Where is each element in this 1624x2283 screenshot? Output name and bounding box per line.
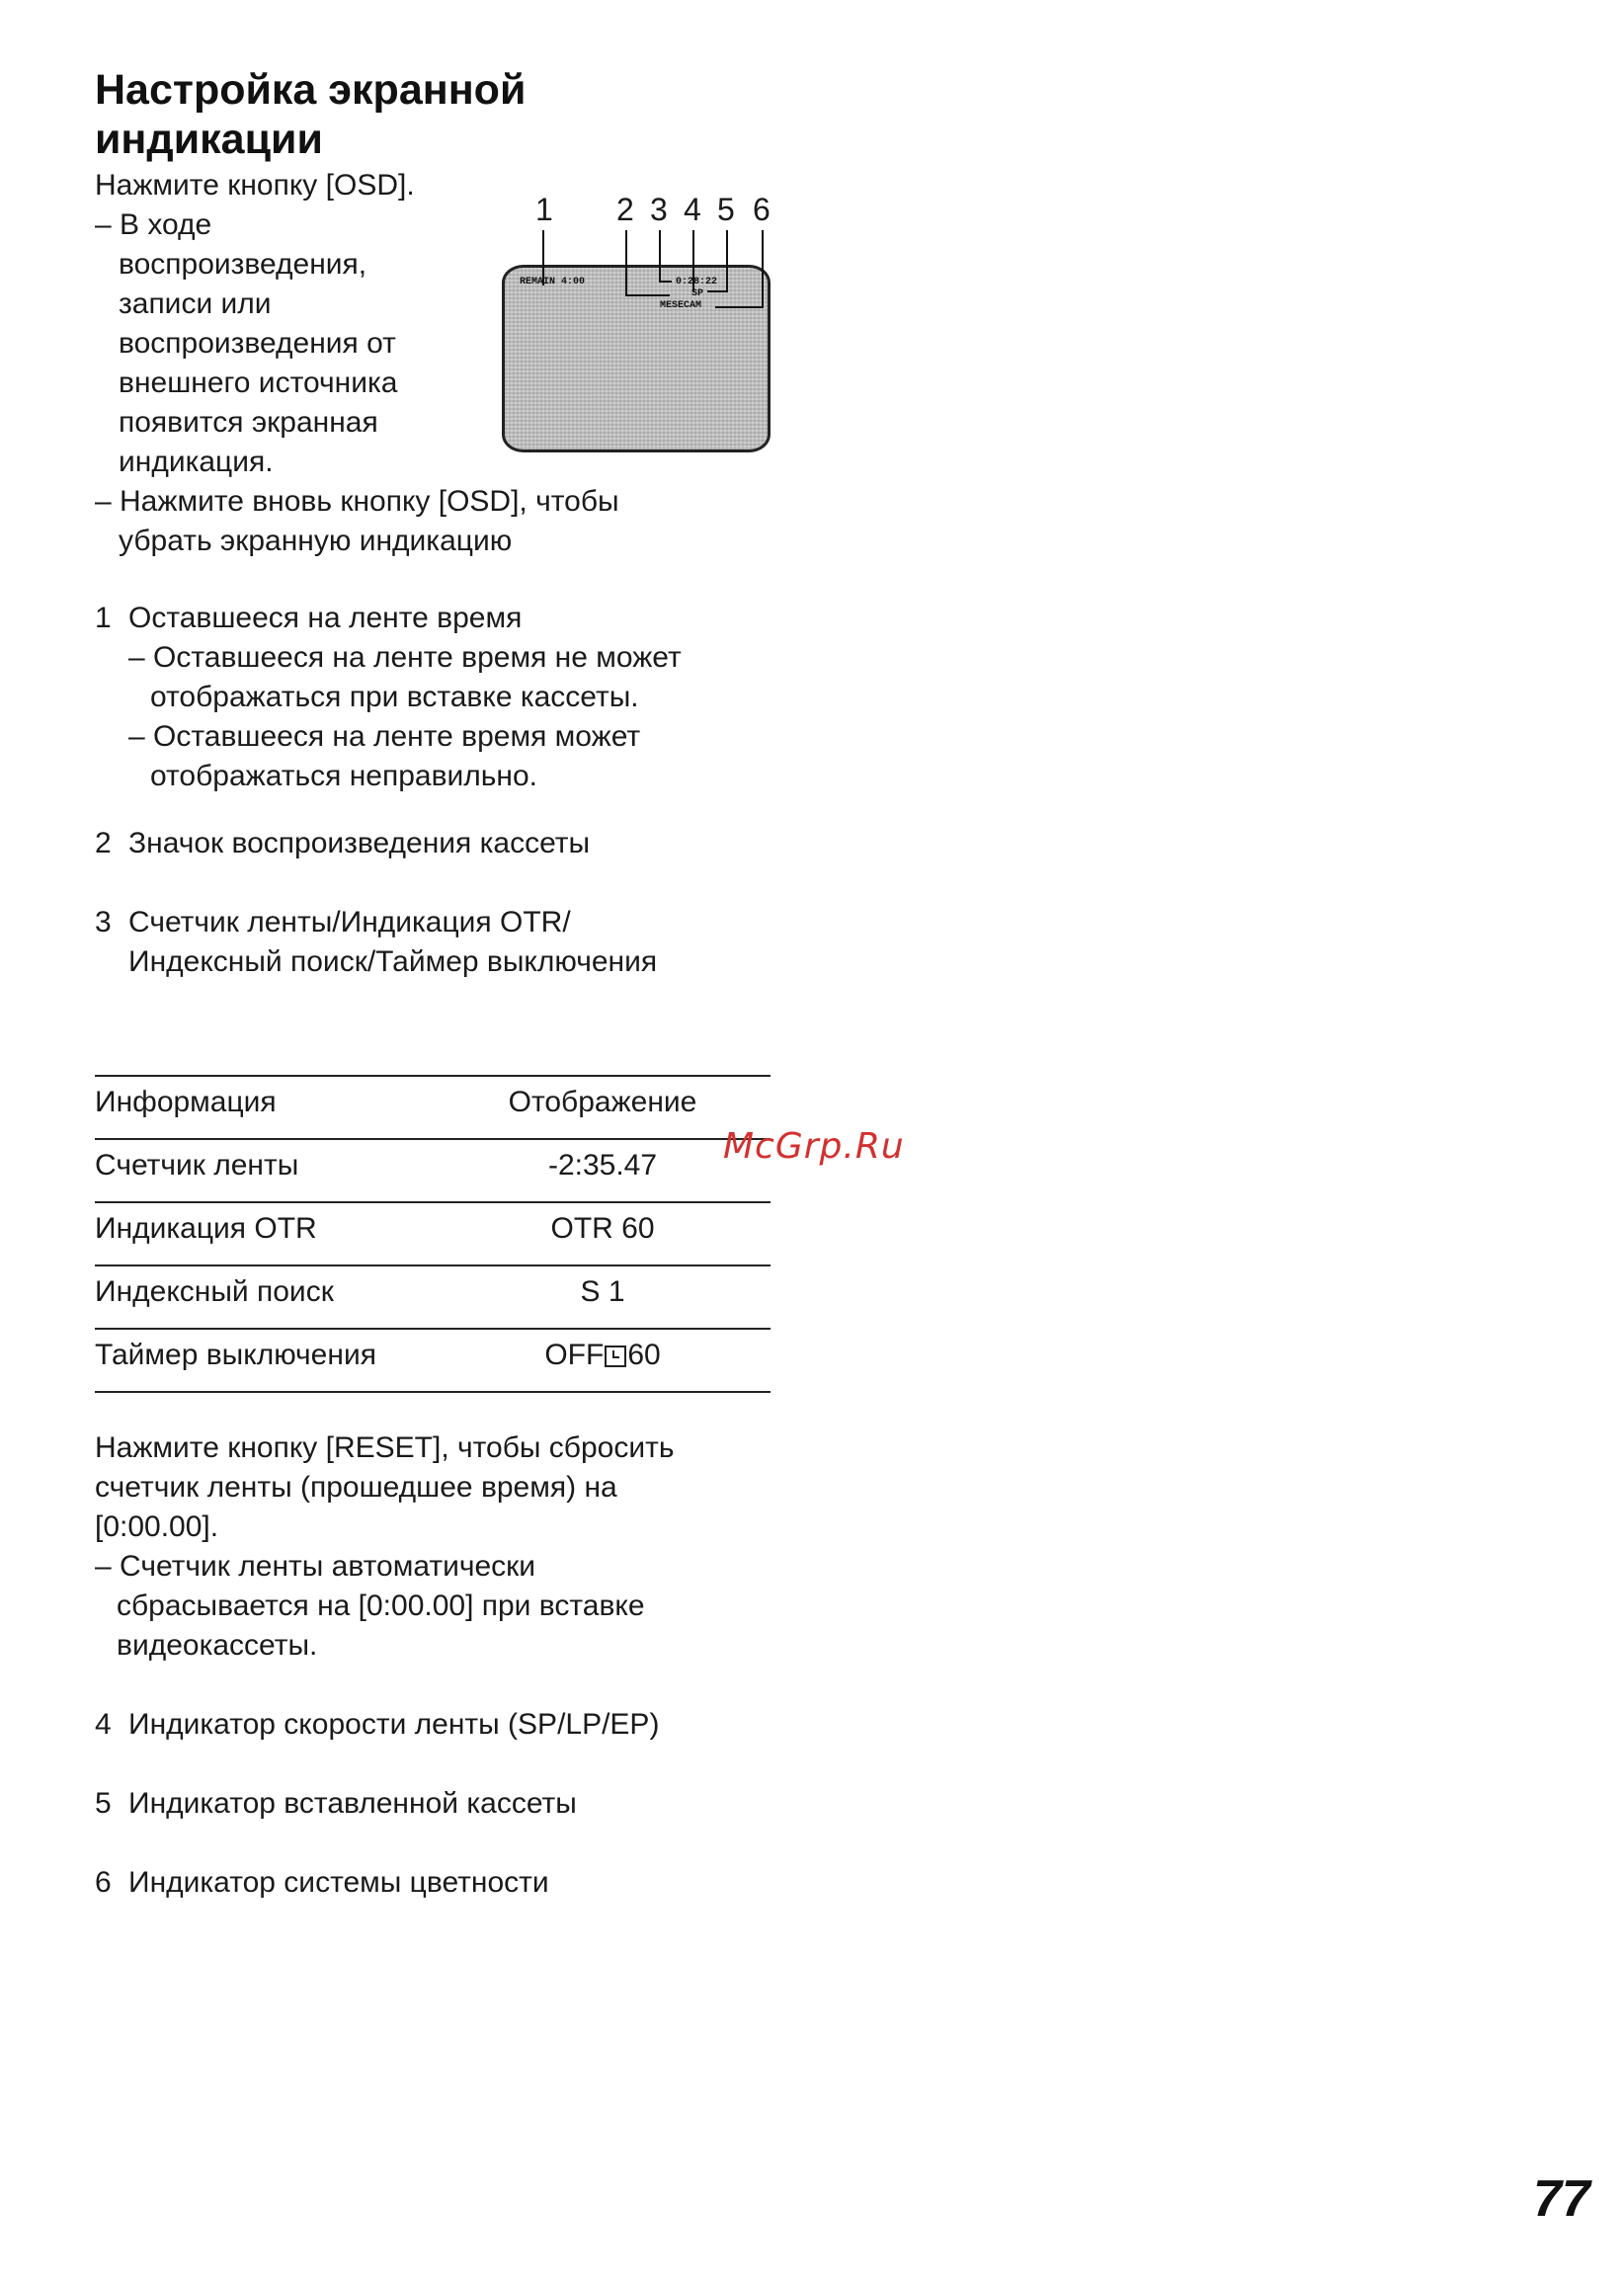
- callout-5: 5: [717, 192, 735, 227]
- table-cell-display: OTR 60: [550, 1212, 655, 1245]
- item-5-text: Индикатор вставленной кассеты: [128, 1787, 577, 1820]
- item-1-sub2-line: – Оставшееся на ленте время может: [128, 720, 641, 753]
- page-number: 77: [1533, 2170, 1590, 2228]
- callout-2: 2: [616, 192, 634, 227]
- osd-counter-text: 0:28:22: [676, 277, 718, 287]
- intro-bullet-1-line: внешнего источника: [119, 367, 398, 399]
- table-cell-display: [474, 1336, 731, 1375]
- page-title: [95, 65, 707, 164]
- table-cell-display: S 1: [580, 1275, 625, 1308]
- reset-text-line: [0:00.00].: [95, 1510, 219, 1543]
- table-cell-display: -2:35.47: [547, 1149, 658, 1182]
- table-rule: [95, 1264, 771, 1266]
- item-6-number: 6: [95, 1866, 112, 1899]
- table-cell-info: Таймер выключения: [95, 1339, 376, 1371]
- table-cell-info: Счетчик ленты: [95, 1149, 299, 1182]
- intro-bullet-1-line: – В ходе: [95, 208, 212, 241]
- item-4-number: 4: [95, 1708, 112, 1741]
- callout-leader-lines: [494, 222, 790, 321]
- reset-sub-line: – Счетчик ленты автоматически: [95, 1550, 536, 1583]
- reset-text-line: счетчик ленты (прошедшее время) на: [95, 1471, 617, 1504]
- item-1-number: 1: [95, 602, 112, 634]
- table-rule: [95, 1138, 771, 1140]
- osd-system-text: MESECAM: [660, 300, 702, 311]
- item-1-sub1-line: отображаться при вставке кассеты.: [150, 681, 639, 713]
- table-rule: [95, 1075, 771, 1077]
- intro-bullet-1-line: появится экранная: [119, 406, 378, 439]
- intro-bullet-1-line: записи или: [119, 287, 272, 320]
- intro-bullet-2-line: убрать экранную индикацию: [119, 525, 513, 557]
- osd-speed-text: SP: [691, 288, 704, 299]
- timer-clock-icon: [605, 1345, 626, 1367]
- intro-bullet-1-line: индикация.: [119, 446, 274, 478]
- page-title-line2: индикации: [95, 116, 323, 163]
- table-cell-info: Индикация OTR: [95, 1212, 317, 1245]
- table-cell-info: Индексный поиск: [95, 1275, 334, 1308]
- intro-bullet-1-line: воспроизведения от: [119, 327, 396, 360]
- intro-bullet-1-line: воспроизведения,: [119, 248, 367, 281]
- callout-3: 3: [650, 192, 668, 227]
- page-title-line1: Настройка экранной: [95, 66, 527, 114]
- table-rule: [95, 1328, 771, 1330]
- watermark: McGrp.Ru: [723, 1126, 905, 1167]
- item-1-sub1-line: – Оставшееся на ленте время не может: [128, 641, 682, 674]
- item-3-number: 3: [95, 906, 112, 938]
- item-1-sub2-line: отображаться неправильно.: [150, 760, 537, 792]
- table-header-info: Информация: [95, 1086, 277, 1118]
- reset-sub-line: видеокассеты.: [117, 1629, 318, 1662]
- osd-remain-text: REMAIN 4:00: [520, 277, 586, 287]
- off-text: OFF: [544, 1339, 605, 1371]
- item-3-text-line: Счетчик ленты/Индикация OTR/: [128, 906, 571, 938]
- callout-1: 1: [535, 192, 553, 227]
- table-rule: [95, 1201, 771, 1203]
- callout-4: 4: [684, 192, 701, 227]
- item-4-text: Индикатор скорости ленты (SP/LP/EP): [128, 1708, 660, 1741]
- item-6-text: Индикатор системы цветности: [128, 1866, 549, 1899]
- table-rule: [95, 1391, 771, 1393]
- table-header-display: Отображение: [508, 1086, 697, 1118]
- item-3-text-line: Индексный поиск/Таймер выключения: [128, 945, 658, 978]
- reset-sub-line: сбрасывается на [0:00.00] при вставке: [117, 1590, 645, 1622]
- callout-6: 6: [753, 192, 771, 227]
- item-2-number: 2: [95, 827, 112, 859]
- item-1-text: Оставшееся на ленте время: [128, 602, 523, 634]
- item-5-number: 5: [95, 1787, 112, 1820]
- timer-minutes-text: 60: [627, 1339, 661, 1371]
- reset-text-line: Нажмите кнопку [RESET], чтобы сбросить: [95, 1431, 675, 1464]
- intro-bullet-2-line: – Нажмите вновь кнопку [OSD], чтобы: [95, 485, 619, 518]
- intro-press-osd: Нажмите кнопку [OSD].: [95, 169, 415, 202]
- item-2-text: Значок воспроизведения кассеты: [128, 827, 591, 859]
